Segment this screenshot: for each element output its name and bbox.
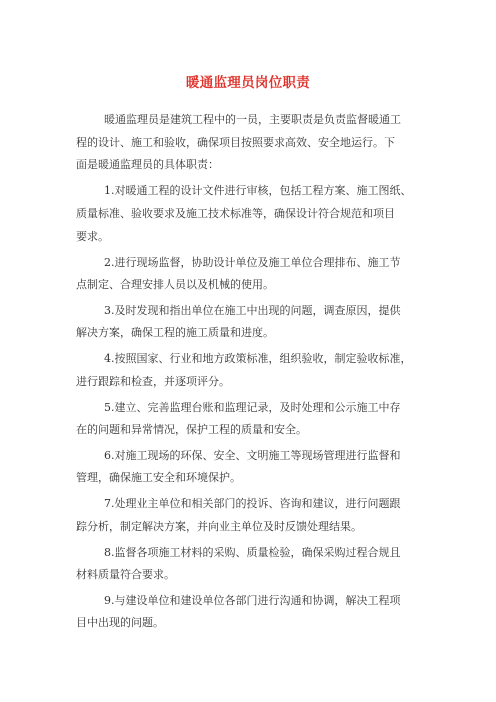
document-title: 暖通监理员岗位职责 xyxy=(185,75,311,91)
text-line: 点制定、合理安排人员以及机械的使用。 xyxy=(76,278,274,291)
text-line: 踪分析，制定解决方案，并向业主单位及时反馈处理结果。 xyxy=(76,520,362,533)
text-line: 管理，确保施工安全和环境保护。 xyxy=(76,471,241,484)
text-line: 5.建立、完善监理台账和监理记录，及时处理和公示施工中存 xyxy=(104,401,401,414)
text-line: 要求。 xyxy=(76,230,109,243)
text-line: 暖通监理员是建筑工程中的一员，主要职责是负责监督暖通工 xyxy=(104,113,401,126)
text-line: 3.及时发现和指出单位在施工中出现的问题，调查原因，提供 xyxy=(104,304,401,317)
text-line: 7.处理业主单位和相关部门的投诉、咨询和建议，进行问题跟 xyxy=(104,497,401,510)
text-line: 进行跟踪和检查，并逐项评分。 xyxy=(76,375,230,388)
text-line: 6.对施工现场的环保、安全、文明施工等现场管理进行监督和 xyxy=(104,449,401,462)
text-line: 解决方案，确保工程的施工质量和进度。 xyxy=(76,326,274,339)
text-line: 质量标准、验收要求及施工技术标准等，确保设计符合规范和项目 xyxy=(76,207,395,220)
text-line: 在的问题和异常情况，保护工程的质量和安全。 xyxy=(76,423,307,436)
text-line: 8.监督各项施工材料的采购、质量检验，确保采购过程合规且 xyxy=(104,546,401,559)
text-line: 目中出现的问题。 xyxy=(76,616,164,629)
text-line: 面是暖通监理员的具体职责： xyxy=(76,158,219,171)
text-line: 程的设计、施工和验收，确保项目按照要求高效、安全地运行。下 xyxy=(76,136,395,149)
text-line: 1.对暖通工程的设计文件进行审核，包括工程方案、施工图纸、 xyxy=(104,184,412,197)
text-line: 2.进行现场监督，协助设计单位及施工单位合理排布、施工节 xyxy=(104,256,401,269)
text-line: 4.按照国家、行业和地方政策标准，组织验收，制定验收标准， xyxy=(104,352,412,365)
text-line: 材料质量符合要求。 xyxy=(76,568,175,581)
text-line: 9.与建设单位和建设单位各部门进行沟通和协调，解决工程项 xyxy=(104,594,401,607)
